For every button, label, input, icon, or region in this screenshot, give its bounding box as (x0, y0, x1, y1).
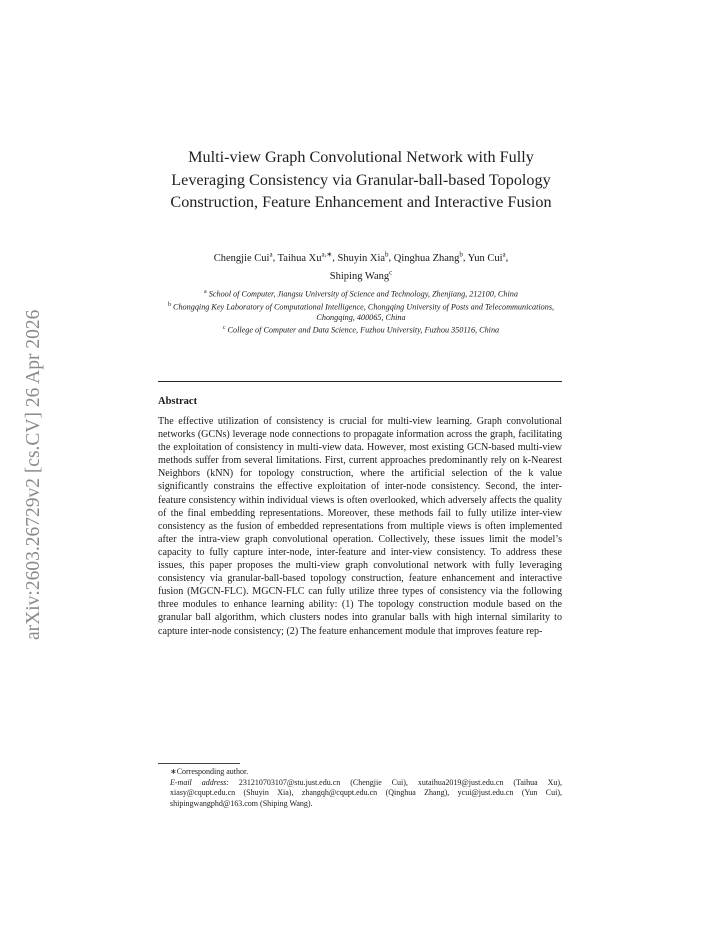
author: Taihua $Xu^{a,∗}$ (277, 250, 333, 264)
affiliation-list (158, 287, 564, 336)
author: Shiping Wang$^c$ (329, 268, 393, 282)
author: Chengjie Cui$^a$ (213, 250, 273, 264)
footnotes (158, 767, 562, 809)
arxiv-side-identifier: arXiv:2603.26729v2 [cs.CV] 26 Apr 2026 (23, 309, 44, 640)
author: Qinghua Zhang$^b$ (393, 250, 463, 264)
abstract-heading: Abstract (158, 396, 198, 407)
footnote-rule (158, 763, 240, 764)
abstract-top-rule (158, 381, 562, 382)
affiliation: $^b$ Chongqing Key Laboratory of Computational Intelligence, Chongqing University of Posts and Telecommunications, Chongqing, 400065, China (167, 302, 555, 323)
corresponding-author-note: ∗Corresponding author. (170, 767, 249, 776)
author-list: Chengjie Cui$^a$, Taihua $Xu^{a,∗}$, Shuyin Xia$^b$, Qinghua Zhang$^b$, Yun Cui$^a$, Shiping Wang$^c$ (213, 250, 509, 282)
abstract-body: The effective utilization of consistency is crucial for multi-view learning. Graph convolutional networks (GCNs) leverage node connections to propagate information across the graph, facilitating the exploitation of consistency in multi-view data. However, most existing GCN-based multi-view methods suffer from several limitations. First, current approaches predominantly rely on k-Nearest Neighbors (kNN) for topology construction, where the artificial selection of the k value significantly constrains the effective exploitation of inter-node consistency. Second, the inter-feature consistency within individual views is often overlooked, which adversely affects the quality of the final embedding representations. Moreover, these methods fail to fully utilize inter-view consistency as the fusion of embedded representations from multiple views is often implemented after the intra-view graph convolutional operation. Collectively, these issues limit the model’s capacity to fully capture inter-node, inter-feature and inter-view consistency. To address these issues, this paper proposes the multi-view graph convolutional network with fully leveraging consistency via granular-ball-based topology construction, feature enhancement and interactive fusion (MGCN-FLC). MGCN-FLC can fully utilize three types of consistency via the following three modules to enhance learning ability: (1) The topology construction module based on the granular ball algorithm, which clusters nodes into granular balls with high internal similarity to capture inter-node consistency; (2) The feature enhancement module that improves feature rep- (158, 416, 562, 637)
affiliation: $^c$ College of Computer and Data Science, Fuzhou University, Fuzhou 350116, China (222, 325, 500, 336)
email-note: E-mail address: 231210703107@stu.just.edu.cn (Chengjie Cui), xutaihua2019@just.edu.cn (Taihua Xu), xiasy@cqupt.edu.cn (Shuyin Xia), zhangqh@cqupt.edu.cn (Qinghua Zhang), ycui@just.edu.cn (Yun Cui), shipingwangphd@163.com (Shiping Wang). (170, 777, 563, 808)
author: Shuyin Xia$^b$ (337, 250, 389, 264)
paper-title: Multi-view Graph Convolutional Network with Fully Leveraging Consistency via Granular-ball-based Topology Construction, Feature Enhancement and Interactive Fusion (170, 148, 552, 211)
affiliation: $^a$ School of Computer, Jiangsu University of Science and Technology, Zhenjiang, 212100, China (204, 289, 518, 299)
author: Yun Cui$^a$ (467, 250, 506, 264)
